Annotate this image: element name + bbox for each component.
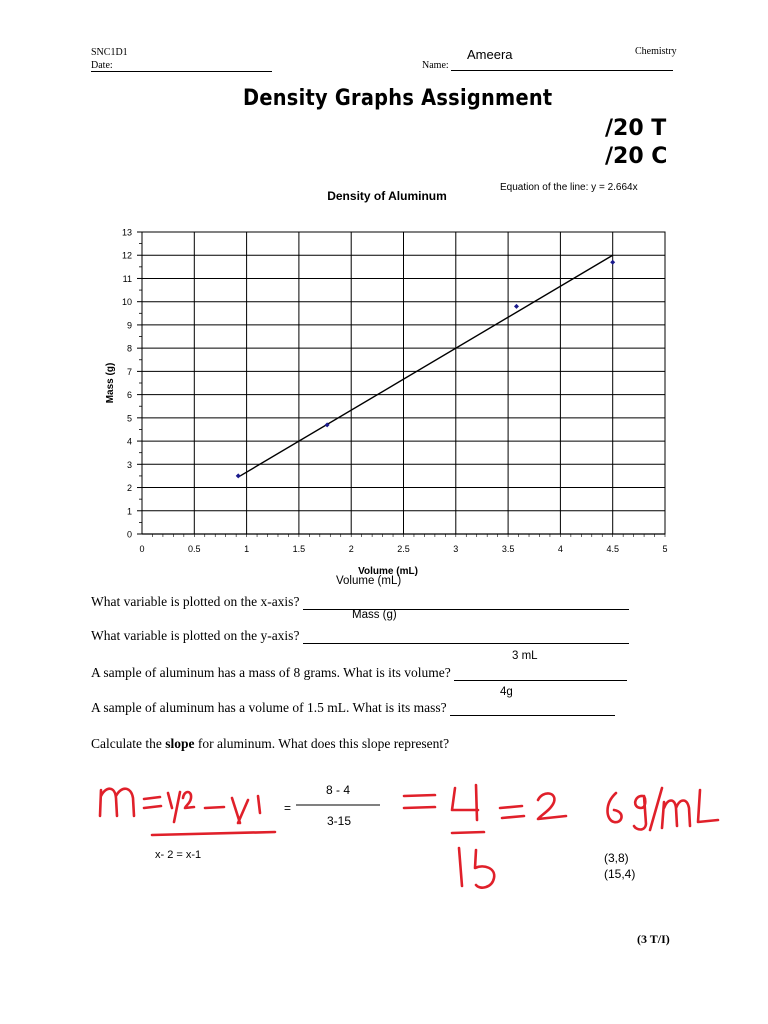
hw-m xyxy=(100,789,134,816)
work-point-2: (15,4) xyxy=(604,867,636,881)
x-tick-label: 3 xyxy=(453,544,459,554)
question-y-axis xyxy=(91,628,629,644)
hw-sup xyxy=(183,792,194,808)
y-tick-label: 11 xyxy=(122,273,132,284)
data-point xyxy=(236,473,241,478)
hw-fraction-bar xyxy=(152,832,275,835)
hw-g xyxy=(634,796,646,830)
y-tick-label: 0 xyxy=(126,529,132,540)
y-tick-label: 1 xyxy=(126,506,132,517)
equation-label: Equation of the line: y = 2.664x xyxy=(500,182,638,193)
hw-two xyxy=(538,793,566,819)
hw-six xyxy=(608,793,622,822)
page-title: Density Graphs Assignment xyxy=(243,86,553,111)
hw-slash xyxy=(650,788,662,830)
x-tick-label: 2 xyxy=(348,544,354,554)
x-axis-label: Volume (mL) xyxy=(358,566,418,577)
trend-line xyxy=(238,255,612,477)
answer-volume: 3 mL xyxy=(512,650,538,662)
y-tick-label: 10 xyxy=(121,297,132,308)
hw-y1 xyxy=(232,796,260,823)
question-x-axis-text: What variable is plotted on the x-axis? xyxy=(91,594,300,609)
marks-communication: /20 C xyxy=(605,144,668,169)
hw-L xyxy=(698,790,718,822)
x-tick-label: 1.5 xyxy=(292,544,306,554)
question-x-axis xyxy=(91,594,629,610)
y-tick-label: 6 xyxy=(126,390,132,401)
subject: Chemistry xyxy=(635,46,677,57)
x-tick-label: 0.5 xyxy=(188,544,201,554)
course-code: SNC1D1 xyxy=(91,47,128,58)
footer-marks: (3 T/I) xyxy=(637,932,670,946)
x-tick-label: 5 xyxy=(662,544,668,554)
hw-equals-3 xyxy=(500,806,524,818)
question-mass xyxy=(91,700,615,716)
slope-bold: slope xyxy=(165,736,195,751)
hw-four xyxy=(452,785,478,820)
hw-fifteen xyxy=(459,848,494,888)
question-mass-text: A sample of aluminum has a volume of 1.5 mL. What is its mass? xyxy=(91,700,447,715)
name-label: Name: xyxy=(422,60,449,71)
hw-minus xyxy=(205,807,224,808)
x-tick-label: 1 xyxy=(244,544,250,554)
answer-line xyxy=(454,668,627,681)
work-point-1: (3,8) xyxy=(604,851,629,865)
hw-y xyxy=(168,792,180,822)
data-point xyxy=(610,260,615,265)
answer-y-axis: Mass (g) xyxy=(352,609,397,621)
work-denominator: 3-15 xyxy=(327,814,352,828)
x-tick-label: 0 xyxy=(139,544,145,554)
y-tick-label: 8 xyxy=(126,343,132,354)
answer-line xyxy=(450,703,615,716)
marks-thinking: /20 T xyxy=(605,116,667,141)
question-slope xyxy=(91,736,449,752)
data-point xyxy=(514,304,519,309)
question-y-axis-text: What variable is plotted on the y-axis? xyxy=(91,628,300,643)
work-equals: = xyxy=(284,801,292,815)
y-tick-label: 2 xyxy=(126,483,132,494)
x-tick-label: 4.5 xyxy=(606,544,619,554)
hw-m2 xyxy=(662,801,690,829)
y-tick-label: 12 xyxy=(121,250,132,261)
x-tick-label: 3.5 xyxy=(501,544,515,554)
student-name: Ameera xyxy=(467,47,513,62)
y-tick-label: 5 xyxy=(126,413,132,424)
y-tick-label: 4 xyxy=(126,436,132,447)
hw-fraction-bar-2 xyxy=(452,832,484,833)
slope-prefix: Calculate the xyxy=(91,736,166,751)
y-tick-label: 7 xyxy=(126,366,132,377)
handwritten-slope-work xyxy=(0,760,768,910)
hw-equals xyxy=(144,797,161,808)
work-x-note: x- 2 = x-1 xyxy=(155,849,202,861)
x-tick-label: 4 xyxy=(557,544,563,554)
slope-suffix: for aluminum. What does this slope represent? xyxy=(194,736,450,751)
answer-x-axis: Volume (mL) xyxy=(336,575,402,587)
question-volume xyxy=(91,665,627,681)
work-numerator: 8 - 4 xyxy=(326,783,351,797)
chart-title: Density of Aluminum xyxy=(327,189,447,203)
answer-mass: 4g xyxy=(500,686,513,698)
y-axis-label: Mass (g) xyxy=(105,362,116,404)
y-tick-label: 9 xyxy=(126,320,132,331)
x-tick-label: 2.5 xyxy=(397,544,410,554)
y-tick-label: 3 xyxy=(126,459,132,470)
hw-equals-2 xyxy=(404,795,435,808)
question-volume-text: A sample of aluminum has a mass of 8 grams. What is its volume? xyxy=(91,665,451,680)
answer-line xyxy=(303,631,629,644)
y-tick-label: 13 xyxy=(121,227,132,238)
date-label: Date: xyxy=(91,60,272,72)
